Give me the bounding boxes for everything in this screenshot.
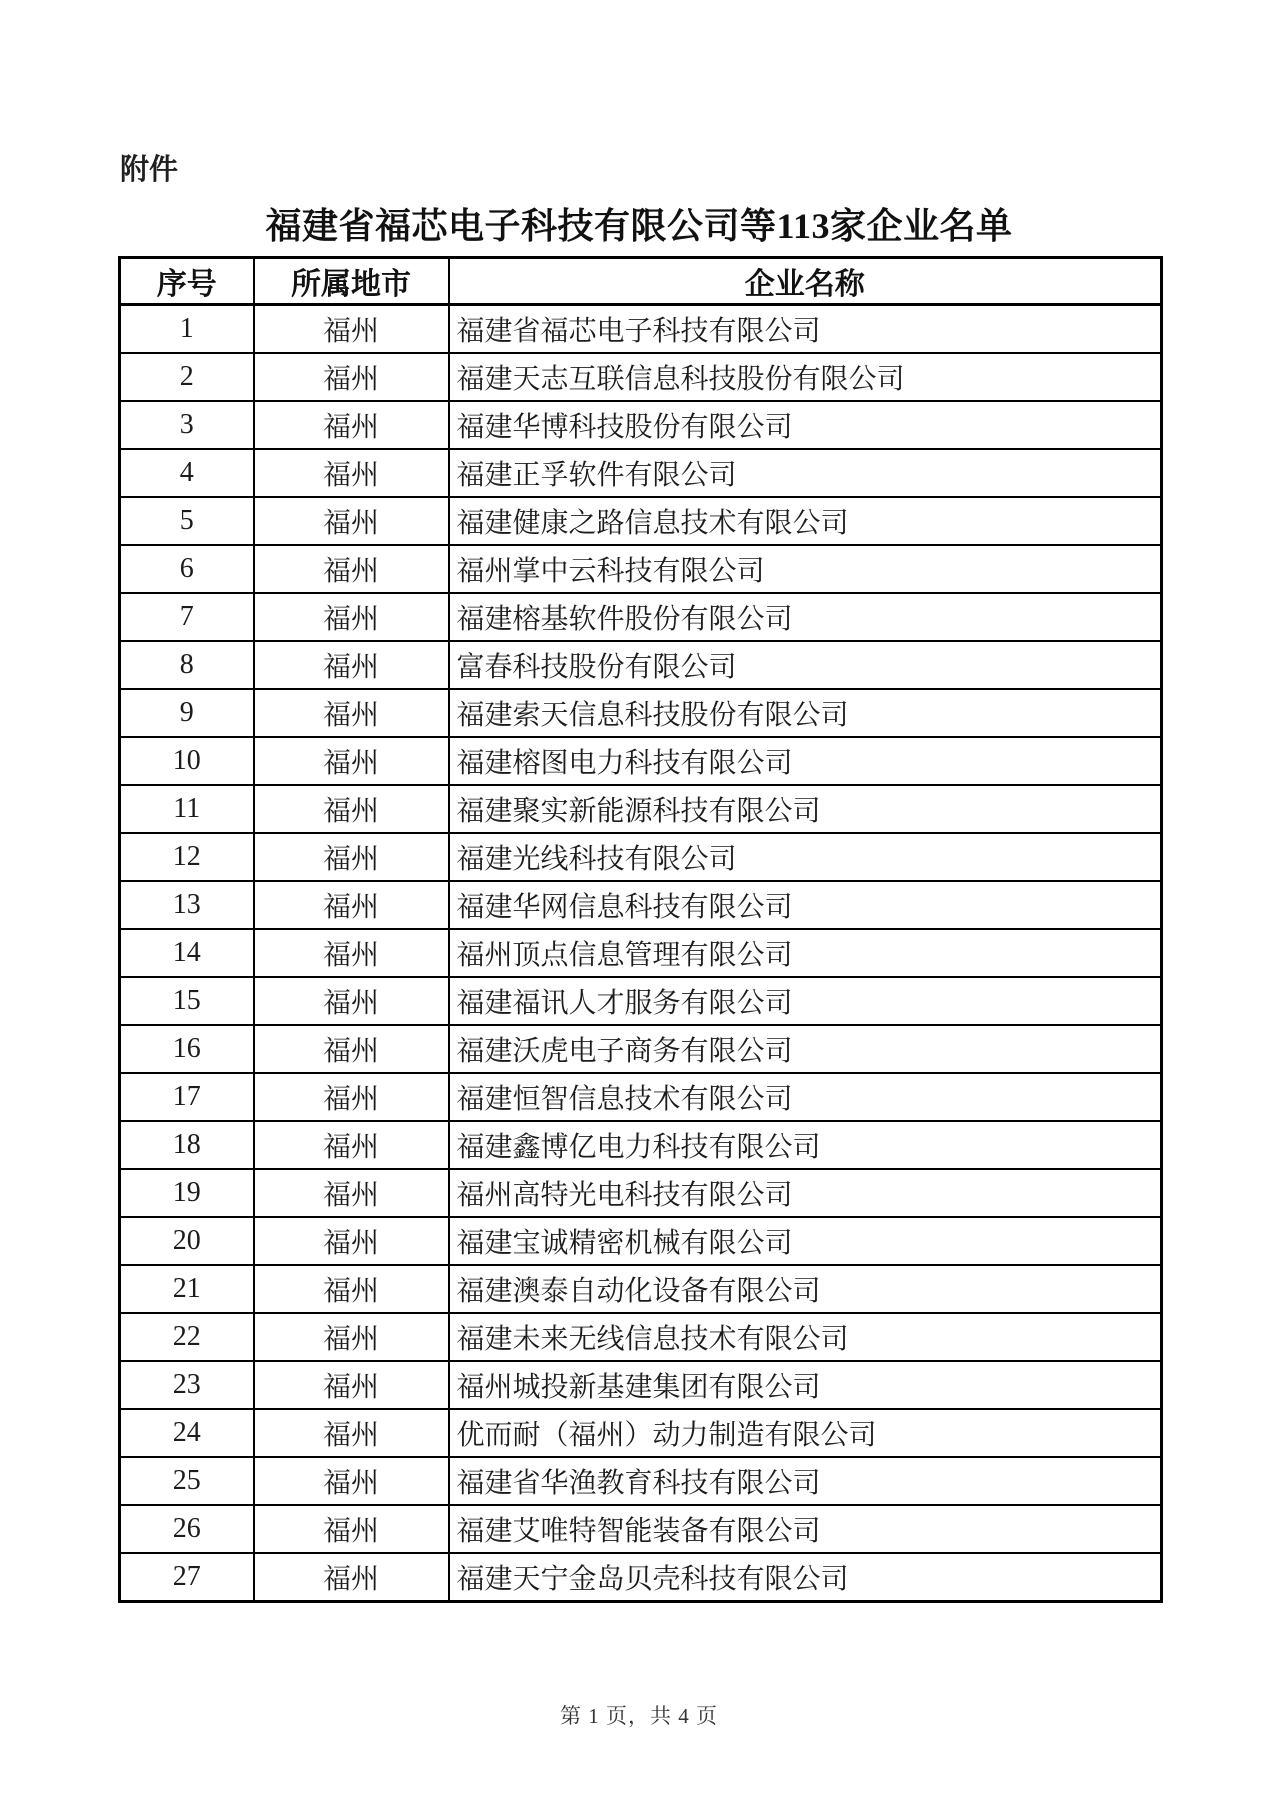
cell-city: 福州 [254, 1169, 449, 1217]
table-row [120, 593, 1162, 641]
table-row [120, 545, 1162, 593]
cell-city: 福州 [254, 497, 449, 545]
cell-serial-number: 12 [120, 833, 254, 881]
cell-serial-number: 17 [120, 1073, 254, 1121]
cell-serial-number: 4 [120, 449, 254, 497]
cell-company-name: 福建宝诚精密机械有限公司 [449, 1217, 1162, 1265]
cell-company-name: 优而耐（福州）动力制造有限公司 [449, 1409, 1162, 1457]
column-header-company: 企业名称 [449, 258, 1162, 305]
cell-city: 福州 [254, 593, 449, 641]
cell-serial-number: 1 [120, 305, 254, 354]
cell-city: 福州 [254, 977, 449, 1025]
cell-serial-number: 6 [120, 545, 254, 593]
cell-city: 福州 [254, 1361, 449, 1409]
cell-serial-number: 14 [120, 929, 254, 977]
cell-company-name: 福建艾唯特智能装备有限公司 [449, 1505, 1162, 1553]
cell-city: 福州 [254, 353, 449, 401]
cell-serial-number: 21 [120, 1265, 254, 1313]
cell-company-name: 福建天宁金岛贝壳科技有限公司 [449, 1553, 1162, 1602]
cell-company-name: 福州顶点信息管理有限公司 [449, 929, 1162, 977]
cell-company-name: 福建天志互联信息科技股份有限公司 [449, 353, 1162, 401]
cell-company-name: 福建未来无线信息技术有限公司 [449, 1313, 1162, 1361]
cell-serial-number: 26 [120, 1505, 254, 1553]
cell-company-name: 福建索天信息科技股份有限公司 [449, 689, 1162, 737]
cell-serial-number: 5 [120, 497, 254, 545]
cell-serial-number: 27 [120, 1553, 254, 1602]
cell-company-name: 福建恒智信息技术有限公司 [449, 1073, 1162, 1121]
table-row [120, 785, 1162, 833]
cell-city: 福州 [254, 1121, 449, 1169]
cell-serial-number: 15 [120, 977, 254, 1025]
table-row [120, 353, 1162, 401]
cell-company-name: 福建华博科技股份有限公司 [449, 401, 1162, 449]
cell-serial-number: 8 [120, 641, 254, 689]
cell-city: 福州 [254, 881, 449, 929]
table-row [120, 1025, 1162, 1073]
cell-company-name: 福建福讯人才服务有限公司 [449, 977, 1162, 1025]
cell-city: 福州 [254, 1217, 449, 1265]
cell-company-name: 福建聚实新能源科技有限公司 [449, 785, 1162, 833]
page-title: 福建省福芯电子科技有限公司等113家企业名单 [265, 206, 1013, 246]
table-row [120, 641, 1162, 689]
cell-city: 福州 [254, 305, 449, 354]
cell-city: 福州 [254, 929, 449, 977]
cell-city: 福州 [254, 1265, 449, 1313]
cell-city: 福州 [254, 737, 449, 785]
cell-company-name: 福建省福芯电子科技有限公司 [449, 305, 1162, 354]
cell-company-name: 福建华网信息科技有限公司 [449, 881, 1162, 929]
cell-serial-number: 23 [120, 1361, 254, 1409]
page-footer: 第 1 页，共 4 页 [560, 1704, 718, 1728]
table-row [120, 1073, 1162, 1121]
cell-serial-number: 7 [120, 593, 254, 641]
column-header-city: 所属地市 [254, 258, 449, 305]
cell-company-name: 福建澳泰自动化设备有限公司 [449, 1265, 1162, 1313]
cell-company-name: 福建光线科技有限公司 [449, 833, 1162, 881]
table-row [120, 977, 1162, 1025]
table-row [120, 833, 1162, 881]
cell-city: 福州 [254, 545, 449, 593]
cell-company-name: 福建榕图电力科技有限公司 [449, 737, 1162, 785]
cell-city: 福州 [254, 689, 449, 737]
company-table [118, 256, 1163, 1603]
cell-serial-number: 19 [120, 1169, 254, 1217]
table-row [120, 1553, 1162, 1602]
table-row [120, 1217, 1162, 1265]
table-row [120, 1169, 1162, 1217]
cell-company-name: 福建健康之路信息技术有限公司 [449, 497, 1162, 545]
cell-company-name: 福建正孚软件有限公司 [449, 449, 1162, 497]
cell-company-name: 福州高特光电科技有限公司 [449, 1169, 1162, 1217]
table-row [120, 1505, 1162, 1553]
cell-serial-number: 3 [120, 401, 254, 449]
table-row [120, 1409, 1162, 1457]
table-row [120, 1121, 1162, 1169]
table-row [120, 881, 1162, 929]
cell-city: 福州 [254, 1313, 449, 1361]
cell-serial-number: 20 [120, 1217, 254, 1265]
table-row [120, 1361, 1162, 1409]
cell-city: 福州 [254, 833, 449, 881]
table-row [120, 1457, 1162, 1505]
column-header-no: 序号 [120, 258, 254, 305]
cell-company-name: 福州掌中云科技有限公司 [449, 545, 1162, 593]
cell-serial-number: 25 [120, 1457, 254, 1505]
table-row [120, 929, 1162, 977]
cell-company-name: 福建鑫博亿电力科技有限公司 [449, 1121, 1162, 1169]
attachment-label: 附件 [120, 154, 179, 186]
table-row [120, 689, 1162, 737]
table-header-row [120, 258, 1162, 305]
table-row [120, 1313, 1162, 1361]
table-row [120, 497, 1162, 545]
table-row [120, 1265, 1162, 1313]
company-table-body [120, 305, 1162, 1602]
cell-city: 福州 [254, 449, 449, 497]
cell-city: 福州 [254, 641, 449, 689]
cell-city: 福州 [254, 1505, 449, 1553]
cell-serial-number: 18 [120, 1121, 254, 1169]
cell-serial-number: 9 [120, 689, 254, 737]
cell-company-name: 福建榕基软件股份有限公司 [449, 593, 1162, 641]
cell-company-name: 福建沃虎电子商务有限公司 [449, 1025, 1162, 1073]
cell-serial-number: 10 [120, 737, 254, 785]
cell-city: 福州 [254, 1409, 449, 1457]
cell-city: 福州 [254, 1457, 449, 1505]
cell-city: 福州 [254, 401, 449, 449]
cell-city: 福州 [254, 1025, 449, 1073]
table-row [120, 449, 1162, 497]
cell-city: 福州 [254, 1073, 449, 1121]
cell-company-name: 福建省华渔教育科技有限公司 [449, 1457, 1162, 1505]
cell-serial-number: 16 [120, 1025, 254, 1073]
table-row [120, 305, 1162, 354]
cell-serial-number: 22 [120, 1313, 254, 1361]
cell-serial-number: 13 [120, 881, 254, 929]
cell-serial-number: 24 [120, 1409, 254, 1457]
cell-city: 福州 [254, 1553, 449, 1602]
cell-company-name: 富春科技股份有限公司 [449, 641, 1162, 689]
cell-serial-number: 11 [120, 785, 254, 833]
cell-serial-number: 2 [120, 353, 254, 401]
cell-company-name: 福州城投新基建集团有限公司 [449, 1361, 1162, 1409]
cell-city: 福州 [254, 785, 449, 833]
table-row [120, 737, 1162, 785]
table-row [120, 401, 1162, 449]
